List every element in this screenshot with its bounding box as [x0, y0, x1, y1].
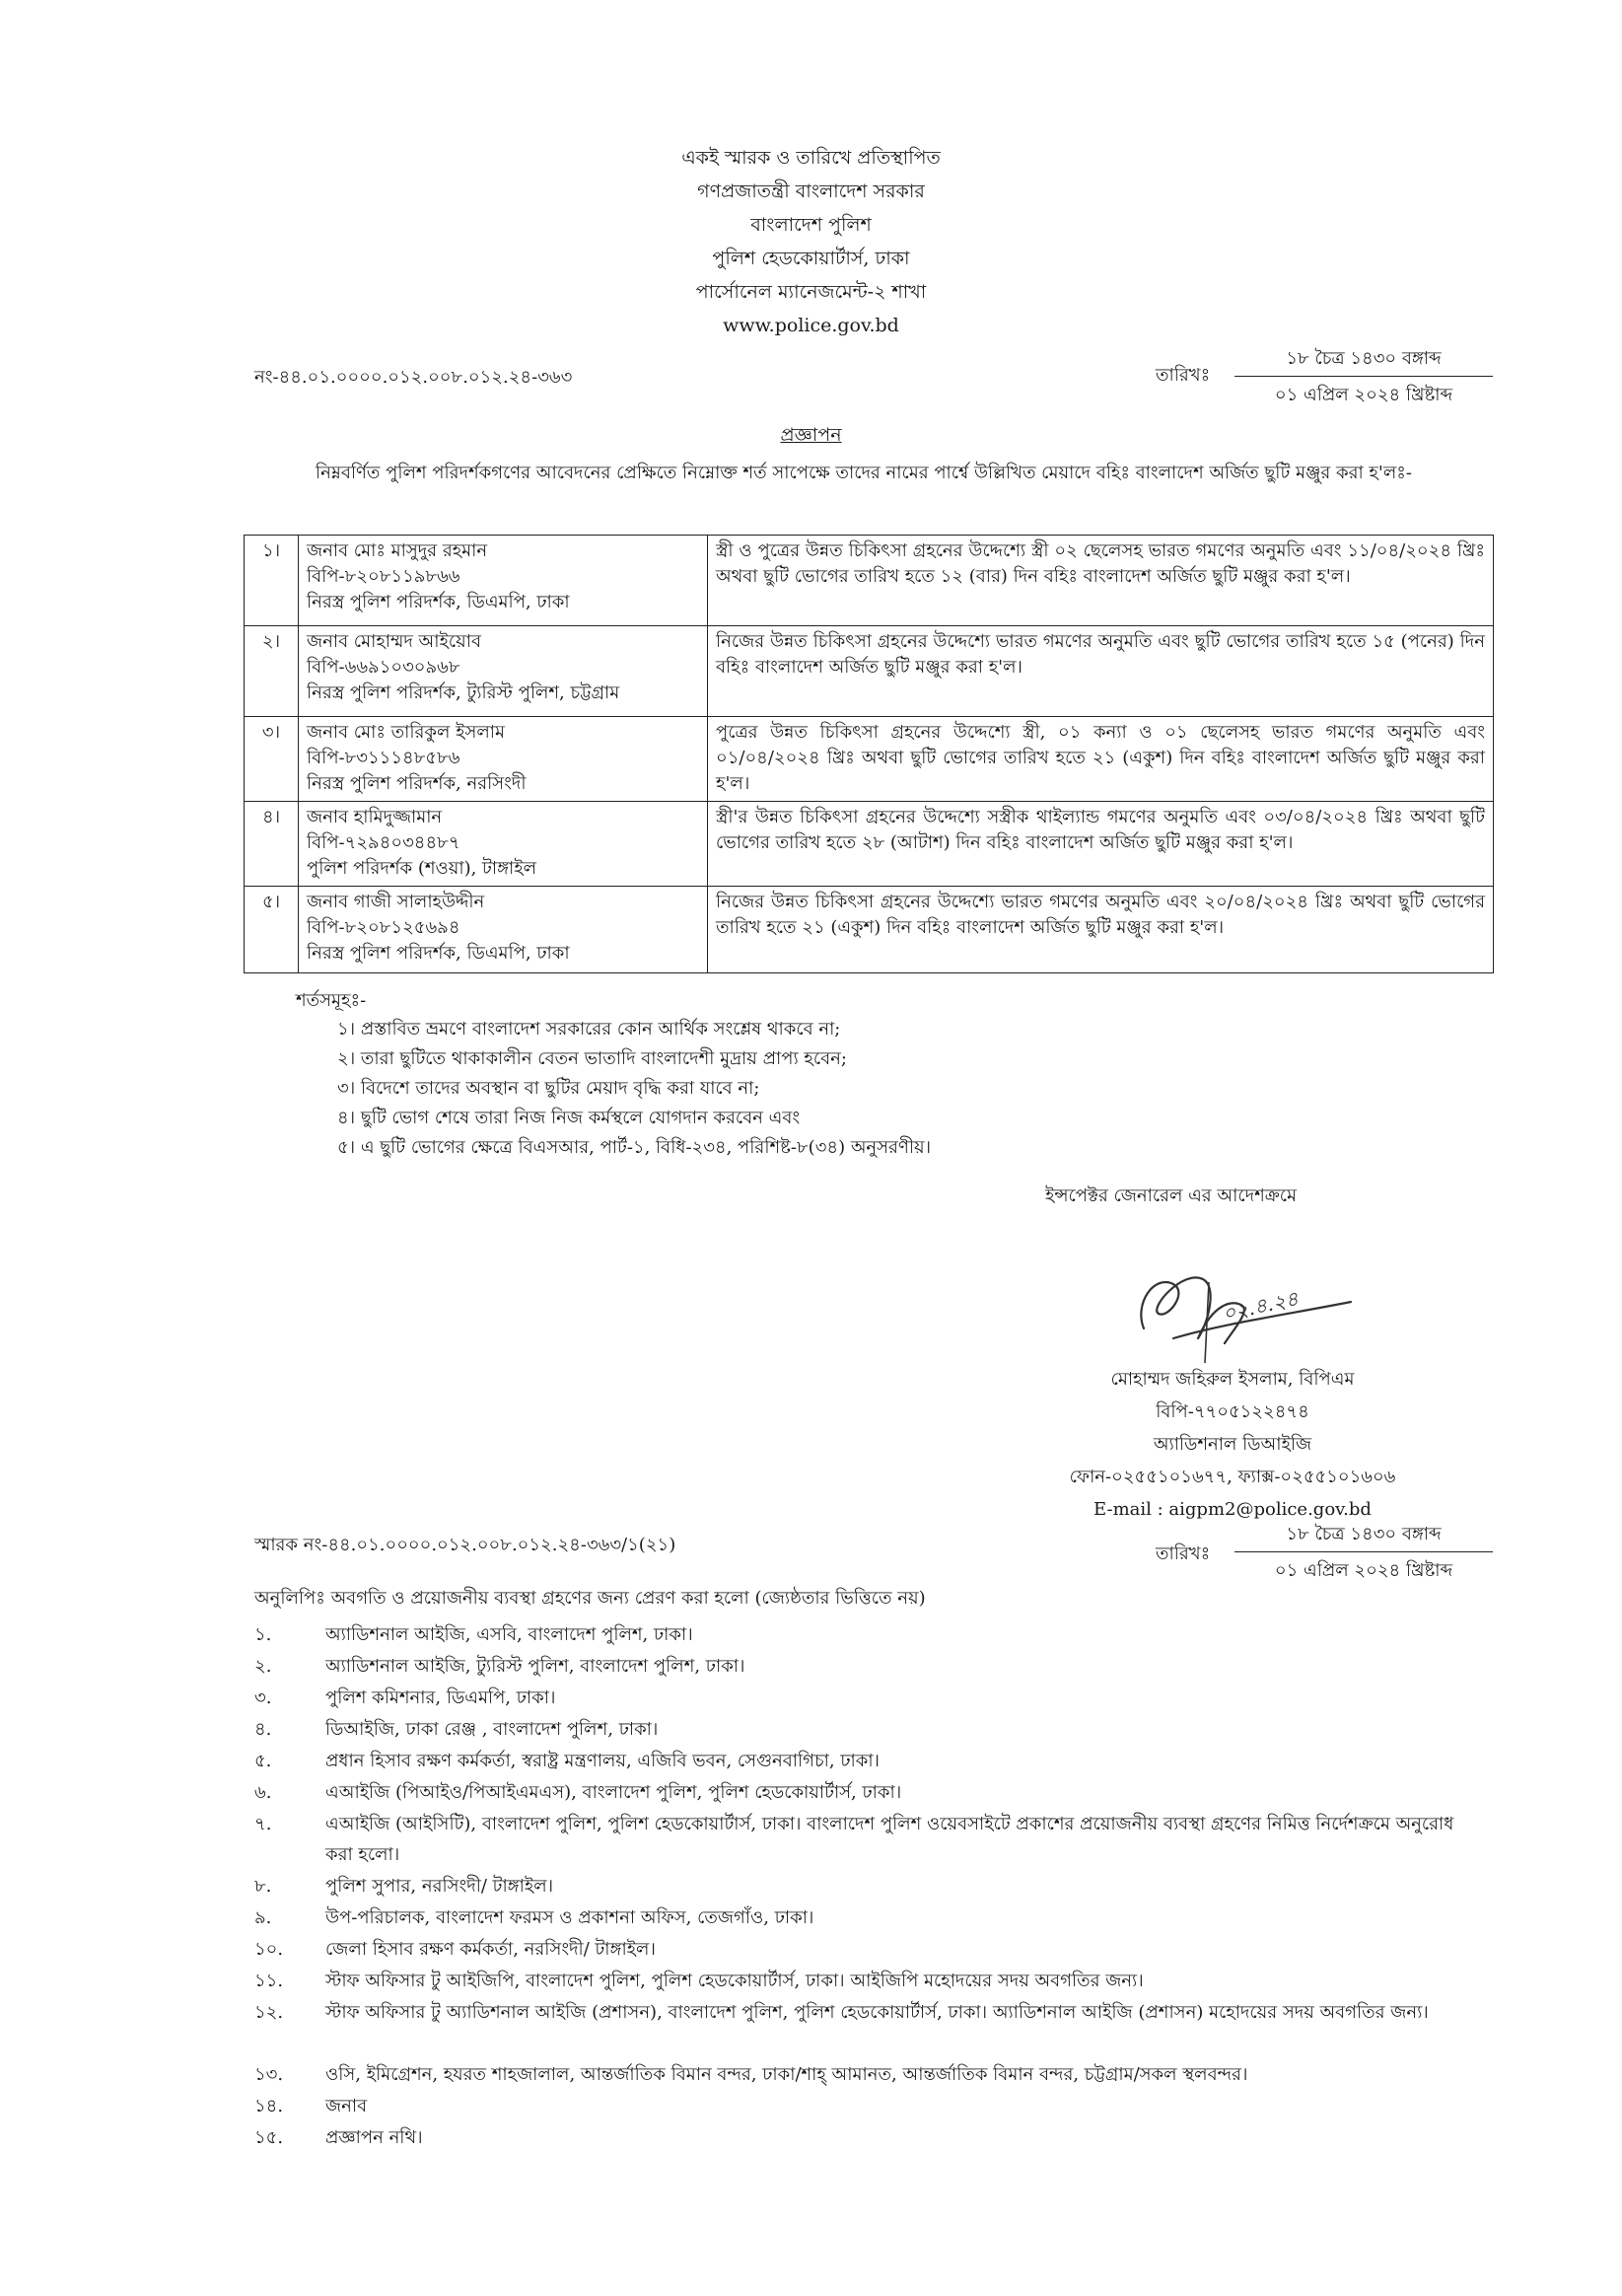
officers-table	[244, 535, 1494, 973]
officer-serial: ৩।	[245, 717, 299, 802]
condition-item: ১। প্রস্তাবিত ভ্রমণে বাংলাদেশ সরকারের কোন আর্থিক সংশ্লেষ থাকবে না;	[337, 1019, 841, 1040]
copy-number: ১.	[254, 1624, 272, 1645]
signatory-name: মোহাম্মদ জহিরুল ইসলাম, বিপিএম	[1110, 1369, 1355, 1390]
officer-info	[299, 536, 708, 626]
officer-serial: ২।	[245, 626, 299, 717]
officer-leave-details: নিজের উন্নত চিকিৎসা গ্রহনের উদ্দেশ্যে ভারত গমণের অনুমতি এবং ছুটি ভোগের তারিখ হতে ১৫ (পনের) দিন বহিঃ বাংলাদেশ অর্জিত ছুটি মঞ্জুর করা হ'ল।	[708, 626, 1494, 717]
officer-designation: নিরস্ত্র পুলিশ পরিদর্শক, ডিএমপি, ঢাকা	[307, 943, 570, 964]
officer-designation: পুলিশ পরিদর্শক (শওয়া), টাঙ্গাইল	[307, 858, 537, 879]
officer-serial: ৪।	[245, 802, 299, 887]
officer-info	[299, 887, 708, 973]
copy-recipient: অ্যাডিশনাল আইজি, এসবি, বাংলাদেশ পুলিশ, ঢাকা।	[325, 1624, 693, 1645]
copy-number: ২.	[254, 1656, 272, 1677]
copy-recipient: স্টাফ অফিসার টু আইজিপি, বাংলাদেশ পুলিশ, পুলিশ হেডকোয়ার্টার্স, ঢাকা। আইজিপি মহোদয়ের সদয় অবগতির জন্য।	[325, 1971, 1144, 1991]
signatory-designation: অ্যাডিশনাল ডিআইজি	[1153, 1434, 1312, 1455]
copy-recipient: জেলা হিসাব রক্ষণ কর্মকর্তা, নরসিংদী/ টাঙ্গাইল।	[325, 1939, 656, 1960]
officer-leave-details: স্ত্রী ও পুত্রের উন্নত চিকিৎসা গ্রহনের উদ্দেশ্যে স্ত্রী ০২ ছেলেসহ ভারত গমণের অনুমতি এবং ১১/০৪/২০২৪ খ্রিঃ অথবা ছুটি ভোগের তারিখ হতে ১২ (বার) দিন বহিঃ বাংলাদেশ অর্জিত ছুটি মঞ্জুর করা হ'ল।	[708, 536, 1494, 626]
copy-number: ১২.	[254, 2002, 284, 2023]
officer-serial: ৫।	[245, 887, 299, 973]
table-row	[245, 536, 1494, 626]
header-line-5: পার্সোনেল ম্যানেজমেন্ট-২ শাখা	[695, 281, 927, 303]
officer-leave-details: নিজের উন্নত চিকিৎসা গ্রহনের উদ্দেশ্যে ভারত গমণের অনুমতি এবং ২০/০৪/২০২৪ খ্রিঃ অথবা ছুটি ভোগের তারিখ হতে ২১ (একুশ) দিন বহিঃ বাংলাদেশ অর্জিত ছুটি মঞ্জুর করা হ'ল।	[708, 887, 1494, 973]
signatory-bp: বিপি-৭৭০৫১২২৪৭৪	[1156, 1401, 1309, 1422]
copy-recipient: ডিআইজি, ঢাকা রেঞ্জ , বাংলাদেশ পুলিশ, ঢাকা।	[325, 1719, 659, 1740]
notice-title	[0, 418, 1622, 452]
condition-item: ২। তারা ছুটিতে থাকাকালীন বেতন ভাতাদি বাংলাদেশী মুদ্রায় প্রাপ্য হবেন;	[337, 1048, 847, 1069]
copy-recipient: উপ-পরিচালক, বাংলাদেশ ফরমস ও প্রকাশনা অফিস, তেজগাঁও, ঢাকা।	[325, 1907, 814, 1928]
condition-item: ৩। বিদেশে তাদের অবস্থান বা ছুটির মেয়াদ বৃদ্ধি করা যাবে না;	[337, 1078, 760, 1099]
copy-recipient: পুলিশ সুপার, নরসিংদী/ টাঙ্গাইল।	[325, 1876, 554, 1897]
memo-number: নং-৪৪.০১.০০০০.০১২.০০৮.০১২.২৪-৩৬৩	[254, 367, 573, 388]
header-line-4: পুলিশ হেডকোয়ার্টার্স, ঢাকা	[712, 248, 910, 269]
officer-bp: বিপি-৭২৯৪০৩৪৪৮৭	[307, 832, 460, 853]
header-line-3: বাংলাদেশ পুলিশ	[750, 214, 872, 236]
officer-designation: নিরস্ত্র পুলিশ পরিদর্শক, ট্যুরিস্ট পুলিশ, চট্টগ্রাম	[307, 682, 620, 703]
memo2-date-english: ০১ এপ্রিল ২০২৪ খ্রিষ্টাব্দ	[1274, 1560, 1453, 1581]
copy-number: ৪.	[254, 1719, 272, 1740]
copy-recipient: জনাব	[325, 2096, 368, 2117]
date-label: তারিখঃ	[1156, 365, 1211, 386]
handwritten-date: ০২.৪.২৪	[1220, 1286, 1301, 1326]
copy-intro: অনুলিপিঃ অবগতি ও প্রয়োজনীয় ব্যবস্থা গ্রহণের জন্য প্রেরণ করা হলো (জ্যেষ্ঠতার ভিত্তিতে নয়)	[254, 1588, 926, 1609]
copy-recipient: ওসি, ইমিগ্রেশন, হযরত শাহজালাল, আন্তর্জাতিক বিমান বন্দর, ঢাকা/শাহ্ আমানত, আন্তর্জাতিক বিমান বন্দর, চট্টগ্রাম/সকল স্থলবন্দর।	[325, 2064, 1248, 2085]
copy-number: ১৫.	[254, 2127, 284, 2148]
officer-leave-details: স্ত্রী'র উন্নত চিকিৎসা গ্রহনের উদ্দেশ্যে সস্ত্রীক থাইল্যান্ড গমণের অনুমতি এবং ০৩/০৪/২০২৪ খ্রিঃ অথবা ছুটি ভোগের তারিখ হতে ২৮ (আটাশ) দিন বহিঃ বাংলাদেশ অর্জিত ছুটি মঞ্জুর করা হ'ল।	[708, 802, 1494, 887]
condition-item: ৫। এ ছুটি ভোগের ক্ষেত্রে বিএসআর, পার্ট-১, বিধি-২৩৪, পরিশিষ্ট-৮(৩৪) অনুসরণীয়।	[337, 1137, 932, 1158]
copy-recipient: অ্যাডিশনাল আইজি, ট্যুরিস্ট পুলিশ, বাংলাদেশ পুলিশ, ঢাকা।	[325, 1656, 745, 1677]
date-bangla: ১৮ চৈত্র ১৪৩০ বঙ্গাব্দ	[1286, 348, 1442, 369]
copy-number: ৩.	[254, 1687, 272, 1708]
officer-bp: বিপি-৬৬৯১০৩০৯৬৮	[307, 657, 460, 678]
copy-number: ১৪.	[254, 2096, 284, 2117]
copy-recipient: এআইজি (আইসিটি), বাংলাদেশ পুলিশ, পুলিশ হেডকোয়ার্টার্স, ঢাকা। বাংলাদেশ পুলিশ ওয়েবসাইটে প্রকাশের প্রয়োজনীয় ব্যবস্থা গ্রহণের নিমিত্ত নির্দেশক্রমে অনুরোধ করা হলো।	[325, 1814, 1454, 1865]
officer-name: জনাব মোহাম্মদ আইয়োব	[307, 631, 481, 652]
memo2-number: স্মারক নং-৪৪.০১.০০০০.০১২.০০৮.০১২.২৪-৩৬৩/১(২১)	[254, 1535, 676, 1555]
copy-number: ১০.	[254, 1939, 284, 1960]
table-row	[245, 717, 1494, 802]
officer-serial: ১।	[245, 536, 299, 626]
officer-designation: নিরস্ত্র পুলিশ পরিদর্শক, নরসিংদী	[307, 773, 527, 794]
officer-name: জনাব হামিদুজ্জামান	[307, 807, 443, 827]
memo2-date-divider	[1234, 1551, 1493, 1552]
table-row	[245, 626, 1494, 717]
officer-bp: বিপি-৮২০৮১২৫৬৯৪	[307, 917, 460, 938]
memo2-date-label: তারিখঃ	[1156, 1543, 1211, 1564]
date-divider	[1234, 376, 1493, 377]
notice-title-text: প্রজ্ঞাপন	[780, 424, 842, 446]
order-line: ইন্সপেক্টর জেনারেল এর আদেশক্রমে	[1045, 1185, 1298, 1206]
conditions-heading: শর্তসমূহঃ-	[296, 990, 367, 1011]
signatory-email: E-mail : aigpm2@police.gov.bd	[1093, 1499, 1372, 1520]
officer-info	[299, 717, 708, 802]
officer-name: জনাব গাজী সালাহউদ্দীন	[307, 892, 485, 912]
memo2-date-bangla: ১৮ চৈত্র ১৪৩০ বঙ্গাব্দ	[1286, 1524, 1442, 1544]
copy-recipient: পুলিশ কমিশনার, ডিএমপি, ঢাকা।	[325, 1687, 556, 1708]
table-row	[245, 887, 1494, 973]
officer-bp: বিপি-৮২০৮১১৯৮৬৬	[307, 566, 460, 587]
copy-number: ৯.	[254, 1907, 272, 1928]
header-line-1: একই স্মারক ও তারিখে প্রতিস্থাপিত	[681, 147, 941, 169]
copy-number: ১১.	[254, 1971, 284, 1991]
officer-leave-details: পুত্রের উন্নত চিকিৎসা গ্রহনের উদ্দেশ্যে স্ত্রী, ০১ কন্যা ও ০১ ছেলেসহ ভারত গমণের অনুমতি এবং ০১/০৪/২০২৪ খ্রিঃ অথবা ছুটি ভোগের তারিখ হতে ২১ (একুশ) দিন বহিঃ বাংলাদেশ অর্জিত ছুটি মঞ্জুর করা হ'ল।	[708, 717, 1494, 802]
signatory-phone: ফোন-০২৫৫১০১৬৭৭, ফ্যাক্স-০২৫৫১০১৬০৬	[1069, 1467, 1396, 1487]
date-english: ০১ এপ্রিল ২০২৪ খ্রিষ্টাব্দ	[1274, 385, 1453, 405]
condition-item: ৪। ছুটি ভোগ শেষে তারা নিজ নিজ কর্মস্থলে যোগদান করবেন এবং	[337, 1108, 801, 1128]
officer-designation: নিরস্ত্র পুলিশ পরিদর্শক, ডিএমপি, ঢাকা	[307, 592, 570, 612]
copy-number: ১৩.	[254, 2064, 284, 2085]
copy-recipient: এআইজি (পিআইও/পিআইএমএস), বাংলাদেশ পুলিশ, পুলিশ হেডকোয়ার্টার্স, ঢাকা।	[325, 1782, 902, 1803]
officer-name: জনাব মোঃ তারিকুল ইসলাম	[307, 722, 506, 743]
header-line-2: গণপ্রজাতন্ত্রী বাংলাদেশ সরকার	[697, 180, 925, 202]
copy-number: ৭.	[254, 1814, 272, 1834]
copy-recipient: প্রধান হিসাব রক্ষণ কর্মকর্তা, স্বরাষ্ট্র মন্ত্রণালয়, এজিবি ভবন, সেগুনবাগিচা, ঢাকা।	[325, 1751, 880, 1771]
intro-paragraph: নিম্নবর্ণিত পুলিশ পরিদর্শকগণের আবেদনের প্রেক্ষিতে নিম্নোক্ত শর্ত সাপেক্ষে তাদের নামের পার্শ্বে উল্লিখিত মেয়াদে বহিঃ বাংলাদেশ অর্জিত ছুটি মঞ্জুর করা হ'লঃ-	[316, 463, 1412, 483]
officer-bp: বিপি-৮৩১১১৪৮৫৮৬	[307, 748, 460, 768]
officer-info	[299, 626, 708, 717]
copy-number: ৮.	[254, 1876, 272, 1897]
copy-recipient: প্রজ্ঞাপন নথি।	[325, 2127, 423, 2148]
header-website: www.police.gov.bd	[723, 315, 899, 336]
copy-number: ৫.	[254, 1751, 272, 1771]
officer-name: জনাব মোঃ মাসুদুর রহমান	[307, 540, 488, 561]
officer-info	[299, 802, 708, 887]
copy-number: ৬.	[254, 1782, 272, 1803]
table-row	[245, 802, 1494, 887]
copy-recipient: স্টাফ অফিসার টু অ্যাডিশনাল আইজি (প্রশাসন), বাংলাদেশ পুলিশ, পুলিশ হেডকোয়ার্টার্স, ঢাকা। অ্যাডিশনাল আইজি (প্রশাসন) মহোদয়ের সদয় অবগতির জন্য।	[325, 2002, 1429, 2023]
